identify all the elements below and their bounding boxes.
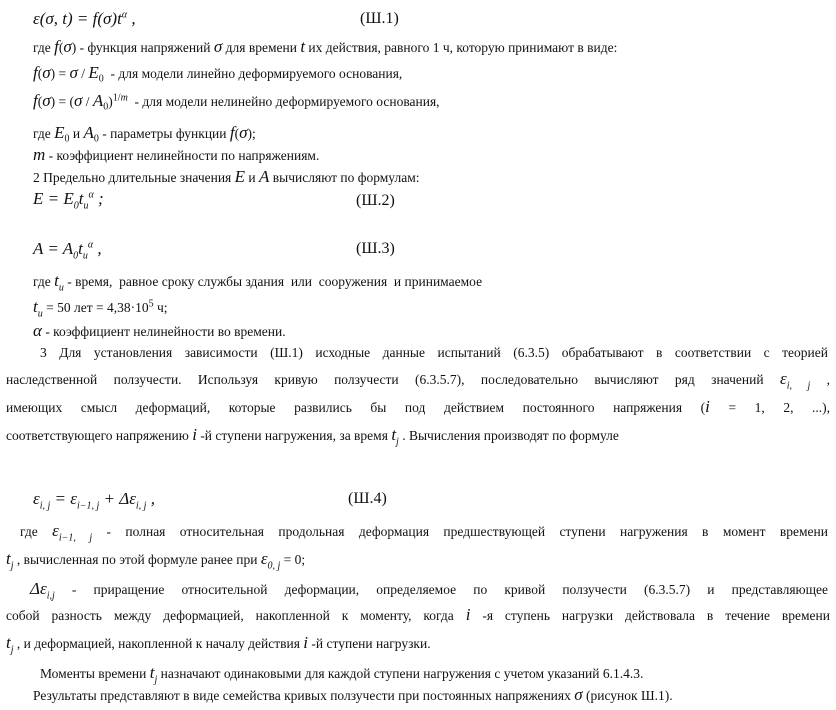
paragraph-3-line-4: соответствующего напряжению i -й ступени нагружения, за время $t_j$ . Вычисления производят по формуле bbox=[6, 425, 619, 448]
text-line-2: 2 Предельно длительные значения E и A вычисляют по формулам: bbox=[33, 167, 420, 186]
formula-nonlinear: $f(\sigma) = (\sigma / A_0)^{1/m}$ - для модели нелинейно деформируемого основания, bbox=[33, 91, 440, 113]
paragraph-3-line-2: наследственной ползучести. Используя кривую ползучести (6.3.5.7), последовательно вычисляют ряд значений $\varepsilon_{i, j}$ , bbox=[6, 369, 831, 392]
text-line-difference: собой разность между деформацией, накопленной к моменту, когда i -я ступень нагрузки действовала в течение времени bbox=[6, 605, 830, 624]
text-line-params: где $E_0$ и $A_0$ - параметры функции f(σ); bbox=[33, 123, 256, 145]
formula-sh1: ε(σ, $t) = f(\sigma)t^\alpha$ , bbox=[33, 9, 136, 28]
text-line-1: где f(σ) - функция напряжений σ для времени t их действия, равного 1 ч, которую принимают в виде: bbox=[33, 37, 618, 56]
tu-value: $t_u = 50$ лет = $4,38\cdot 10^5$ ч; bbox=[33, 297, 168, 320]
text-line-tj-computed: $t_j$ , вычисленная по этой формуле ранее при $\varepsilon_{0, j} = 0$; bbox=[6, 549, 306, 572]
formula-sh3: $A = A_0t_u^\alpha$ , bbox=[33, 239, 102, 262]
formula-sh1-number: (Ш.1) bbox=[360, 10, 399, 27]
text-line-alpha: α - коэффициент нелинейности во времени. bbox=[33, 321, 286, 340]
text-line-moments: Моменты времени $t_j$ назначают одинаковыми для каждой ступени нагружения с учетом указаний 6.1.4.3. bbox=[40, 663, 644, 686]
formula-sh3-number: (Ш.3) bbox=[356, 240, 395, 257]
text-line-delta-eps: $\Delta\varepsilon_{i,j}$ - приращение относительной деформации, определяемое по кривой ползучести (6.3.5.7) и представляющее bbox=[30, 579, 828, 602]
formula-sh4-number: (Ш.4) bbox=[348, 490, 387, 507]
text-line-accumulated: $t_j$ , и деформацией, накопленной к началу действия i -й ступени нагрузки. bbox=[6, 633, 431, 656]
text-line-eps-prev: где $\varepsilon_{i-1, j}$ - полная относительная продольная деформация предшествующей ступени нагружения в момент времени bbox=[20, 521, 828, 544]
text-line-m: m - коэффициент нелинейности по напряжениям. bbox=[33, 145, 320, 164]
paragraph-3-line-1: 3 Для установления зависимости (Ш.1) исходные данные испытаний (6.3.5) обрабатывают в соответствии с теорией bbox=[40, 345, 828, 360]
formula-linear: $f(\sigma) = \sigma / E_0$ - для модели линейно деформируемого основания, bbox=[33, 63, 403, 85]
text-line-tu: где $t_u$ - время, равное сроку службы здания или сооружения и принимаемое bbox=[33, 271, 483, 294]
formula-sh2-number: (Ш.2) bbox=[356, 192, 395, 209]
formula-sh4: $\varepsilon_{i, j} = \varepsilon_{i-1, j} + \Delta\varepsilon_{i, j}$ , bbox=[33, 489, 155, 512]
text-line-results: Результаты представляют в виде семейства кривых ползучести при постоянных напряжениях σ (рисунок Ш.1). bbox=[33, 685, 673, 704]
formula-sh2: $E = E_0t_u^\alpha$ ; bbox=[33, 189, 104, 212]
paragraph-3-line-3: имеющих смысл деформаций, которые развились бы под действием постоянного напряжения (i = 1, 2, ...), bbox=[6, 397, 830, 416]
